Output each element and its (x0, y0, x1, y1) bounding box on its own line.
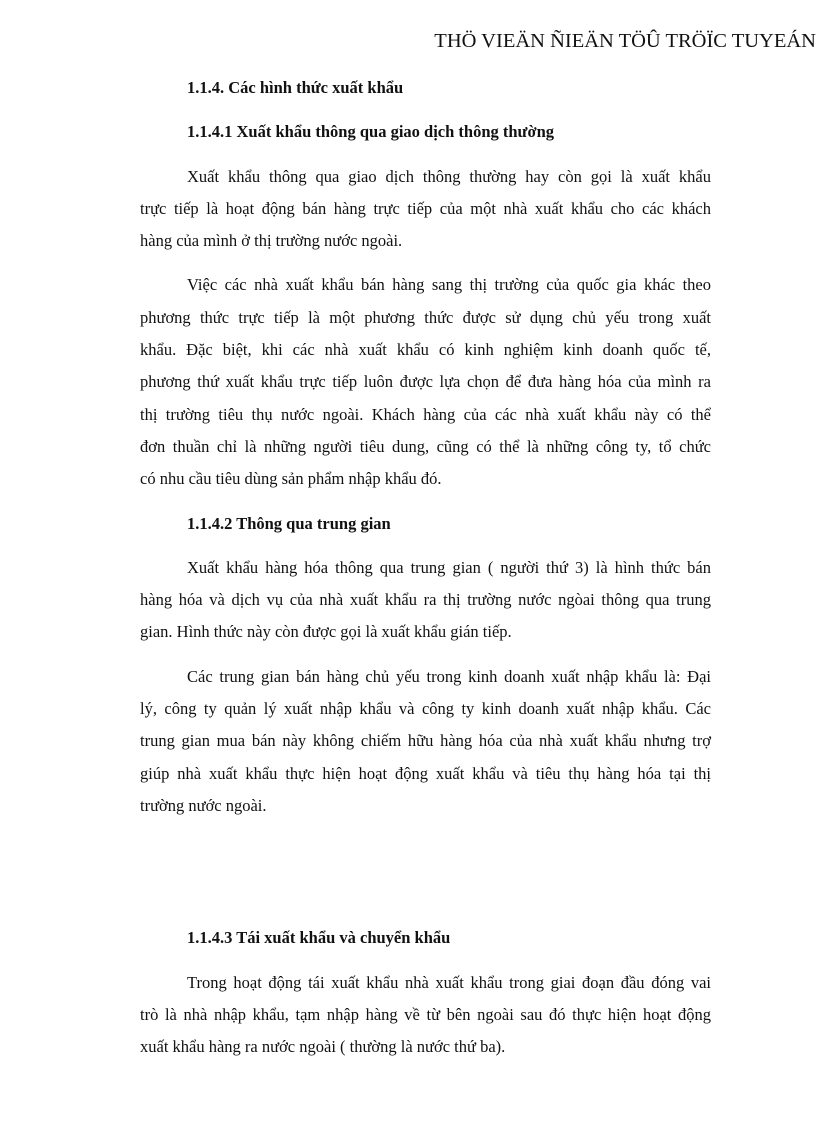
paragraph-intermediary-types (140, 661, 711, 822)
page-header: THÖ VIEÄN ÑIEÄN TÖÛ TRÖÏC TUYEÁN (434, 30, 816, 52)
text-line: hàng của mình ở thị trường nước ngoài. (140, 231, 403, 251)
section-heading-1-1-4-1: 1.1.4.1 Xuất khẩu thông qua giao dịch thông thường (187, 122, 555, 142)
text-line: giúp nhà xuất khẩu thực hiện hoạt động xuất khẩu và tiêu thụ hàng hóa tại thị (140, 763, 711, 783)
text-line: khẩu. Đặc biệt, khi các nhà xuất khẩu có kinh nghiệm kinh doanh quốc tế, (140, 340, 711, 360)
paragraph-direct-method (140, 269, 711, 495)
section-heading-1-1-4-3: 1.1.4.3 Tái xuất khẩu và chuyển khẩu (187, 928, 451, 948)
text-line: phương thứ xuất khẩu trực tiếp luôn được lựa chọn để đưa hàng hóa của mình ra (140, 372, 711, 392)
text-line: gian. Hình thức này còn được gọi là xuất khẩu gián tiếp. (140, 622, 512, 642)
text-line: phương thức trực tiếp là một phương thức được sử dụng chủ yếu trong xuất (140, 307, 711, 327)
text-line: xuất khẩu hàng ra nước ngoài ( thường là nước thứ ba). (140, 1037, 506, 1057)
paragraph-intermediary-export (140, 552, 711, 649)
text-line: Trong hoạt động tái xuất khẩu nhà xuất khẩu trong giai đoạn đầu đóng vai (187, 972, 711, 992)
text-line: hàng hóa và dịch vụ của nhà xuất khẩu ra thị trường nước ngòai thông qua trung (140, 590, 711, 610)
text-line: trung gian mua bán này không chiếm hữu hàng hóa của nhà xuất khẩu nhưng trợ (140, 731, 711, 751)
text-line: Các trung gian bán hàng chủ yếu trong kinh doanh xuất nhập khẩu là: Đại (187, 666, 711, 686)
text-line: có nhu cầu tiêu dùng sản phẩm nhập khẩu đó. (140, 469, 442, 489)
paragraph-re-export (140, 967, 711, 1064)
spacer (140, 834, 711, 916)
section-heading-1-1-4-2: 1.1.4.2 Thông qua trung gian (187, 513, 391, 533)
text-line: Xuất khẩu hàng hóa thông qua trung gian ( người thứ 3) là hình thức bán (187, 557, 711, 577)
text-line: Việc các nhà xuất khẩu bán hàng sang thị trường của quốc gia khác theo (187, 275, 711, 295)
paragraph-direct-export (140, 161, 711, 258)
text-line: trực tiếp là hoạt động bán hàng trực tiếp của một nhà xuất khẩu cho các khách (140, 198, 711, 218)
text-line: trò là nhà nhập khẩu, tạm nhập hàng về từ bên ngoài sau đó thực hiện hoạt động (140, 1004, 711, 1024)
text-line: Xuất khẩu thông qua giao dịch thông thường hay còn gọi là xuất khẩu (187, 166, 711, 186)
text-line: lý, công ty quản lý xuất nhập khẩu và công ty kinh doanh xuất nhập khẩu. Các (140, 699, 711, 719)
text-line: trường nước ngoài. (140, 795, 267, 815)
document-body (140, 66, 711, 1075)
text-line: đơn thuần chỉ là những người tiêu dung, cũng có thể là những công ty, tổ chức (140, 436, 711, 456)
section-heading-1-1-4: 1.1.4. Các hình thức xuất khẩu (187, 78, 404, 97)
text-line: thị trường tiêu thụ nước ngoài. Khách hàng của các nhà xuất khẩu này có thể (140, 404, 711, 424)
